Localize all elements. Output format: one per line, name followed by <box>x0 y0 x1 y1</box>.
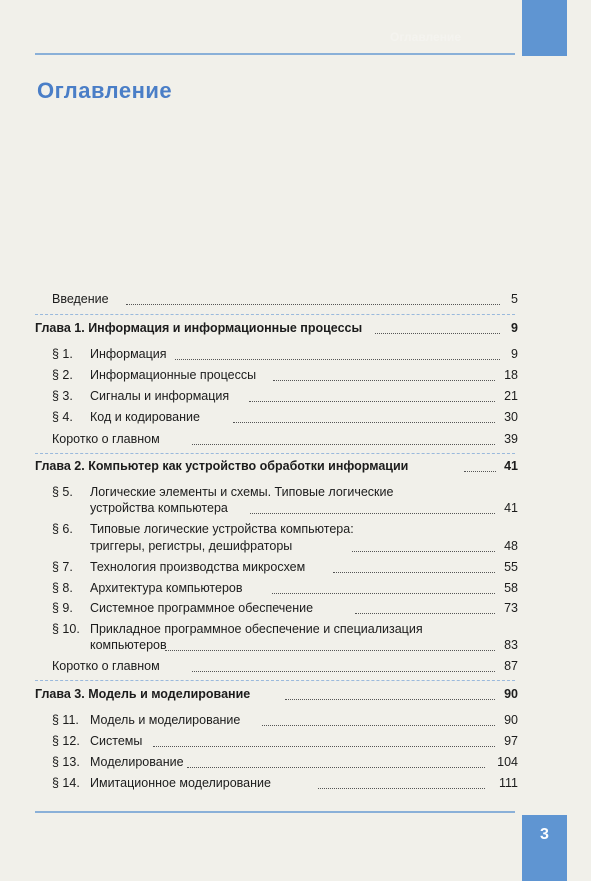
section-number: § 4. <box>52 410 73 424</box>
toc-entry-label-line2: компьютеров <box>90 638 167 652</box>
toc-entry-page: 55 <box>504 560 518 574</box>
section-number: § 3. <box>52 389 73 403</box>
toc-entry-label-line1: Прикладное программное обеспечение и специализация <box>90 622 423 636</box>
toc-entry-label: Коротко о главном <box>52 432 160 446</box>
dot-leader <box>262 708 495 726</box>
toc-entry-page: 83 <box>504 638 518 652</box>
toc-entry-label: Коротко о главном <box>52 659 160 673</box>
toc-entry-label: Код и кодирование <box>90 410 200 424</box>
toc-entry-page: 41 <box>504 459 518 473</box>
dot-leader <box>285 682 495 700</box>
toc-entry-page: 97 <box>504 734 518 748</box>
section-number: § 14. <box>52 776 80 790</box>
toc-entry-label: Информация <box>90 347 167 361</box>
dot-leader <box>165 633 495 651</box>
toc-entry-label-line2: триггеры, регистры, дешифраторы <box>90 539 293 553</box>
toc-entry-label-line2: устройства компьютера <box>90 501 228 515</box>
dot-leader <box>153 729 495 747</box>
toc-entry-label: Моделирование <box>90 755 184 769</box>
toc-entry-label: Введение <box>52 292 109 306</box>
toc-entry-page: 104 <box>497 755 518 769</box>
separator <box>35 453 515 454</box>
dot-leader <box>355 596 495 614</box>
dot-leader <box>352 534 495 552</box>
dot-leader <box>192 427 495 445</box>
dot-leader <box>375 316 500 334</box>
toc-chapter-label: Глава 1. Информация и информационные процессы <box>35 321 363 335</box>
dot-leader <box>187 750 485 768</box>
separator <box>35 680 515 681</box>
toc-entry-page: 87 <box>504 659 518 673</box>
toc-entry-page: 48 <box>504 539 518 553</box>
dot-leader <box>126 287 500 305</box>
section-number: § 13. <box>52 755 80 769</box>
section-number: § 1. <box>52 347 73 361</box>
section-number: § 7. <box>52 560 73 574</box>
dot-leader <box>333 555 495 573</box>
dot-leader <box>318 771 485 789</box>
dot-leader <box>250 496 495 514</box>
page-title: Оглавление <box>37 78 173 103</box>
toc-entry-page: 30 <box>504 410 518 424</box>
dot-leader <box>192 654 495 672</box>
toc-entry-page: 5 <box>511 292 518 306</box>
section-number: § 2. <box>52 368 73 382</box>
toc-entry-page: 73 <box>504 601 518 615</box>
section-number: § 11. <box>52 713 79 727</box>
toc-chapter-label: Глава 3. Модель и моделирование <box>35 687 251 701</box>
header-tab <box>522 0 567 56</box>
toc-entry-label: Сигналы и информация <box>90 389 230 403</box>
section-number: § 10. <box>52 622 80 636</box>
toc-entry-page: 9 <box>511 321 518 335</box>
toc-entry-page: 21 <box>504 389 518 403</box>
dot-leader <box>175 342 500 360</box>
running-header: Оглавление <box>390 30 461 44</box>
toc-entry-label-line1: Типовые логические устройства компьютера: <box>90 522 354 536</box>
section-number: § 9. <box>52 601 73 615</box>
toc-entry-label: Системное программное обеспечение <box>90 601 314 615</box>
toc-entry-label: Архитектура компьютеров <box>90 581 243 595</box>
dot-leader <box>464 454 496 472</box>
bottom-rule <box>35 811 515 813</box>
toc-entry-page: 41 <box>504 501 518 515</box>
toc-entry-page: 90 <box>504 687 518 701</box>
toc-entry-label: Информационные процессы <box>90 368 257 382</box>
toc-entry-label: Имитационное моделирование <box>90 776 271 790</box>
section-number: § 6. <box>52 522 73 536</box>
page-number: 3 <box>540 826 549 843</box>
page-number-tab <box>522 815 567 881</box>
separator <box>35 314 515 315</box>
toc-entry-page: 18 <box>504 368 518 382</box>
toc-entry-label: Технология производства микросхем <box>90 560 306 574</box>
toc-entry-page: 39 <box>504 432 518 446</box>
dot-leader <box>272 576 495 594</box>
dot-leader <box>233 405 495 423</box>
toc-entry-label-line1: Логические элементы и схемы. Типовые логические <box>90 485 394 499</box>
toc-chapter-label: Глава 2. Компьютер как устройство обработки информации <box>35 459 409 473</box>
section-number: § 5. <box>52 485 73 499</box>
toc-entry-label: Модель и моделирование <box>90 713 241 727</box>
toc-entry-page: 111 <box>498 776 518 790</box>
section-number: § 8. <box>52 581 73 595</box>
top-rule <box>35 53 515 55</box>
toc-entry-page: 58 <box>504 581 518 595</box>
toc-entry-label: Системы <box>90 734 143 748</box>
toc-entry-page: 9 <box>511 347 518 361</box>
dot-leader <box>273 363 495 381</box>
toc-entry-page: 90 <box>504 713 518 727</box>
dot-leader <box>249 384 495 402</box>
section-number: § 12. <box>52 734 80 748</box>
